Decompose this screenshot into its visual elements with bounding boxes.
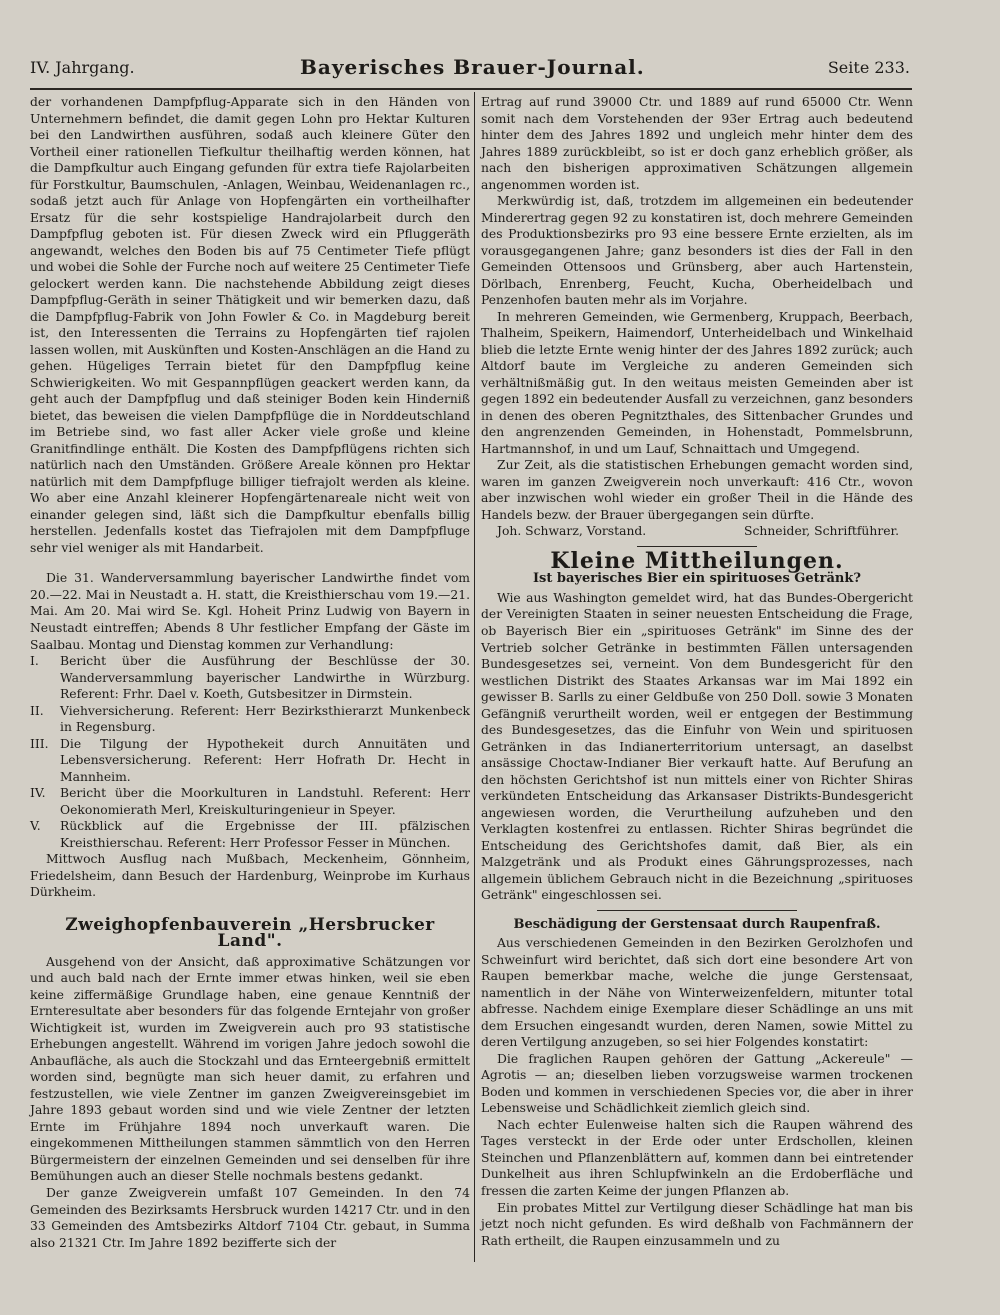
volume-label: IV. Jahrgang. bbox=[30, 58, 135, 77]
excursion-paragraph: Mittwoch Ausflug nach Mußbach, Meckenheim, Gönnheim, Friedelsheim, dann Besuch der Hardenburg, Weinprobe im Kurhaus Dürkheim. bbox=[30, 852, 470, 900]
article-title: Beschädigung der Gerstensaat durch Raupenfraß. bbox=[513, 916, 881, 932]
hop-association-paragraph: Ausgehend von der Ansicht, daß approximative Schätzungen vor und auch bald nach der Ernte immer etwas hinken, weil sie eben keine ziffermäßige Grundlage haben, eine genaue Kenntniß der Ernteresultate aber besonders für das folgende Erntejahr von großer Wichtigkeit ist, wurden im Zweigverein auch pro 93 statistische Erhebungen angestellt. Während im vorigen Jahre jedoch sowohl die Anbaufläche, als auch die Stockzahl und das Ernteergebniß ermittelt worden sind, begnügte man sich heuer damit, zu erfahren und festzustellen, wie viele Zentner im ganzen Zweigvereinsgebiet im Jahre 1893 gebaut worden sind und wie viele Zentner der letzten Ernte im Frühjahre 1894 noch unverkauft waren. Die eingekommenen Mittheilungen stammen sämmtlich von den Herren Bürgermeistern der einzelnen Gemeinden und sei denselben für ihre Bemühungen auch an dieser Stelle nochmals bestens gedankt. bbox=[30, 954, 470, 1184]
agenda-item: III. Die Tilgung der Hypothekeit durch Annuitäten und Lebensversicherung. Referent: Herr Hofrath Dr. Hecht in Mannheim. bbox=[30, 736, 470, 784]
agenda-item: II. Viehversicherung. Referent: Herr Bezirksthierarzt Munkenbeck in Regensburg. bbox=[30, 703, 470, 735]
yield-paragraph: Merkwürdig ist, daß, trotzdem im allgemeinen ein bedeutender Minderertrag gegen 92 zu konstatiren ist, doch mehrere Gemeinden des Produktionsbezirks pro 93 eine bessere Ernte erzielten, als im vorausgegangenen Jahre; ganz besonders ist dies der Fall in den Gemeinden Ottensoos und Grünsberg, aber auch Hartenstein, Dörlbach, Enrenberg, Feucht, Kucha, Oberheidelbach und Penzenhofen bauten mehr als im Vorjahre. bbox=[481, 194, 913, 308]
caterpillar-paragraph: Ein probates Mittel zur Vertilgung dieser Schädlinge hat man bis jetzt noch nicht gefunden. Es wird deßhalb von Fachmännern der Rath ertheilt, die Raupen einzusammeln und zu bbox=[481, 1200, 913, 1248]
steam-plough-paragraph: der vorhandenen Dampfpflug-Apparate sich in den Händen von Unternehmern befindet, die damit gegen Lohn pro Hektar Kulturen bei den Landwirthen ausführen, sodaß auch kleinere Güter den Vortheil einer rationellen Tiefkultur theilhaftig werden können, hat die Dampfkultur auch Eingang gefunden für extra tiefe Rajolarbeiten für Forstkultur, Baumschulen, -Anlagen, Weinbau, Weidenanlagen rc., sodaß jetzt auch für Anlage von Hopfengärten ein vortheilhafter Ersatz für die sehr kostspielige Handrajolarbeit durch den Dampfpflug geboten ist. Für diesen Zweck wird ein Pfluggeräth angewandt, welches den Boden bis auf 75 Centimeter Tiefe pflügt und wobei die Sohle der Furche noch auf weitere 25 Centimeter Tiefe gelockert werden kann. Die nachstehende Abbildung zeigt dieses Dampfpflug-Geräth in seiner Thätigkeit und wir bemerken dazu, daß die Dampfpflug-Fabrik von John Fowler & Co. in Magdeburg bereit ist, den Interessenten die Terrains zu Hopfengärten tief rajolen lassen wollen, mit Auskünften und Kosten-Anschlägen an die Hand zu gehen. Hügeliges Terrain bietet für den Dampfpflug keine Schwierigkeiten. Wo mit Gespannpflügen geackert werden kann, da geht auch der Dampfpflug und daß steiniger Boden kein Hinderniß bietet, das beweisen die vielen Dampfpflüge die in Norddeutschland im Betriebe sind, wo fast aller Acker viele große und kleine Granitfindlinge enthält. Die Kosten des Dampfpflügens richten sich natürlich nach den Umständen. Größere Areale können pro Hektar natürlich mit dem Dampfpfluge billiger tiefrajolt werden als kleine. Wo aber eine Anzahl kleinerer Hopfengärtenareale nicht weit von einander gelegen sind, läßt sich die Dampfkultur ebenfalls billig herstellen. Jedenfalls kostet das Tiefrajolen mit dem Dampfpfluge sehr viel weniger als mit Handarbeit. bbox=[30, 95, 470, 555]
spacer bbox=[30, 901, 470, 915]
yield-paragraph: Ertrag auf rund 39000 Ctr. und 1889 auf rund 65000 Ctr. Wenn somit nach dem Vorstehenden der 93er Ertrag auch bedeutend hinter dem des Jahres 1892 und ungleich mehr hinter dem des Jahres 1889 zurückbleibt, so ist er doch ganz erheblich größer, als nach den bisherigen approximativen Schätzungen allgemein angenommen worden ist. bbox=[481, 95, 913, 192]
hop-association-paragraph: Der ganze Zweigverein umfaßt 107 Gemeinden. In den 74 Gemeinden des Bezirksamts Hersbruck wurden 14217 Ctr. und in den 33 Gemeinden des Amtsbezirks Altdorf 7104 Ctr. gebaut, in Summa also 21321 Ctr. Im Jahre 1892 bezifferte sich der bbox=[30, 1186, 471, 1250]
journal-title: Bayerisches Brauer-Journal. bbox=[300, 55, 645, 79]
signature-chair: Joh. Schwarz, Vorstand. bbox=[497, 524, 647, 539]
right-column bbox=[481, 94, 913, 1249]
yield-paragraph: Zur Zeit, als die statistischen Erhebungen gemacht worden sind, waren im ganzen Zweigverein noch unverkauft: 416 Ctr., wovon aber inzwischen wohl wieder ein großer Theil in die Hände des Handels bezw. der Brauer übergegangen sein dürfte. bbox=[481, 458, 913, 522]
spacer bbox=[30, 556, 470, 570]
signature-secretary: Schneider, Schriftführer. bbox=[744, 524, 899, 539]
divider bbox=[597, 910, 797, 911]
caterpillar-paragraph: Die fraglichen Raupen gehören der Gattung „Ackereule" — Agrotis — an; dieselben lieben vorzugsweise warmen trockenen Boden und kommen in verschiedenen Species vor, die aber in ihrer Lebensweise und Schädlichkeit ziemlich gleich sind. bbox=[481, 1051, 913, 1116]
beer-article-paragraph: Wie aus Washington gemeldet wird, hat das Bundes-Obergericht der Vereinigten Staaten in seiner neuesten Entscheidung die Frage, ob Bayerisch Bier ein „spirituoses Getränk" im Sinne des der Vertrieb solcher Getränke in bestimmten Fällen untersagenden Bundesgesetzes sei, verneint. Von dem Bundesgericht für den westlichen Distrikt des Staates Arkansas war im Mai 1892 ein gewisser B. Sarlls zu einer Geldbuße von 250 Doll. sowie 3 Monaten Gefängniß verurtheilt worden, weil er entgegen der Bestimmung des Bundesgesetzes, das die Einfuhr von Wein und spirituosen Getränken in das Indianerterritorium untersagt, an daselbst ansässige Choctaw-Indianer Bier verkauft hatte. Auf Berufung an den höchsten Gerichtshof ist nun mittels einer von Richter Shiras verkündeten Entscheidung das Arkansaser Distrikts-Bundesgericht angewiesen worden, die Verurtheilung aufzuheben und den Verklagten kostenfrei zu entlassen. Richter Shiras begründet die Entscheidung des Gerichtshofes damit, daß Bier, als ein Malzgetränk und als Produkt eines Gährungsprozesses, nach allgemein üblichem Gebrauch nicht in die Bezeichnung „spirituoses Getränk" eingeschlossen sei. bbox=[481, 590, 913, 903]
caterpillar-paragraph: Nach echter Eulenweise halten sich die Raupen während des Tages versteckt in der Erde oder unter Erdschollen, kleinen Steinchen und Pflanzenblättern auf, kommen dann bei eintretender Dunkelheit aus ihren Schlupfwinkeln an die Erdoberfläche und fressen die zarten Keime der jungen Pflanzen ab. bbox=[481, 1117, 913, 1198]
caterpillar-paragraph: Aus verschiedenen Gemeinden in den Bezirken Gerolzhofen und Schweinfurt wird berichtet, daß sich dort eine besondere Art von Raupen bemerkbar mache, welche die junge Gerstensaat, namentlich in der Nähe von Winterweizenfeldern, mitunter total abfresse. Nachdem einige Exemplare dieser Schädlinge an uns mit dem Ersuchen eingesandt wurden, deren Namen, sowie Mittel zu deren Vertilgung anzugeben, so sei hier Folgendes konstatirt: bbox=[481, 936, 913, 1050]
article-title: Ist bayerisches Bier ein spirituoses Getränk? bbox=[532, 571, 862, 587]
column-divider bbox=[474, 92, 475, 1262]
news-section-title: Kleine Mittheilungen. bbox=[550, 547, 844, 574]
agenda-list bbox=[30, 653, 470, 851]
left-column bbox=[30, 94, 470, 1251]
section-title: Zweighopfenbauverein „Hersbrucker Land". bbox=[65, 914, 435, 952]
page-number: Seite 233. bbox=[827, 58, 910, 77]
agenda-item: IV. Bericht über die Moorkulturen in Landstuhl. Referent: Herr Oekonomierath Merl, Kreiskulturingenieur in Speyer. bbox=[30, 786, 470, 817]
page-header bbox=[30, 55, 910, 84]
divider bbox=[637, 546, 757, 547]
assembly-paragraph: Die 31. Wanderversammlung bayerischer Landwirthe findet vom 20.—22. Mai in Neustadt a. H. statt, die Kreisthierschau vom 19.—21. Mai. Am 20. Mai wird Se. Kgl. Hoheit Prinz Ludwig von Bayern in Neustadt eintreffen; Abends 8 Uhr festlicher Empfang der Gäste im Saalbau. Montag und Dienstag kommen zur Verhandlung: bbox=[30, 571, 470, 652]
yield-paragraph: In mehreren Gemeinden, wie Germenberg, Kruppach, Beerbach, Thalheim, Speikern, Haimendorf, Unterheidelbach und Winkelhaid blieb die letzte Ernte wenig hinter der des Jahres 1892 zurück; auch Altdorf baute im Vergleiche zu anderen Gemeinden sich verhältnißmäßig gut. In den weitaus meisten Gemeinden aber ist gegen 1892 ein bedeutender Ausfall zu verzeichnen, ganz besonders in denen des oberen Pegnitzthales, des Sittenbacher Grundes und den angrenzenden Gemeinden, in Hohenstadt, Pommelsbrunn, Hartmannshof, in und um Lauf, Schnaittach und Umgegend. bbox=[481, 309, 913, 456]
signature-line bbox=[481, 523, 913, 540]
agenda-item: V. Rückblick auf die Ergebnisse der III. pfälzischen Kreisthierschau. Referent: Herr Professor Fesser in München. bbox=[30, 819, 470, 850]
header-rule bbox=[30, 88, 912, 90]
agenda-item: I. Bericht über die Ausführung der Beschlüsse der 30. Wanderversammlung bayerischer Landwirthe in Würzburg. Referent: Frhr. Dael v. Koeth, Gutsbesitzer in Dirmstein. bbox=[30, 654, 470, 702]
